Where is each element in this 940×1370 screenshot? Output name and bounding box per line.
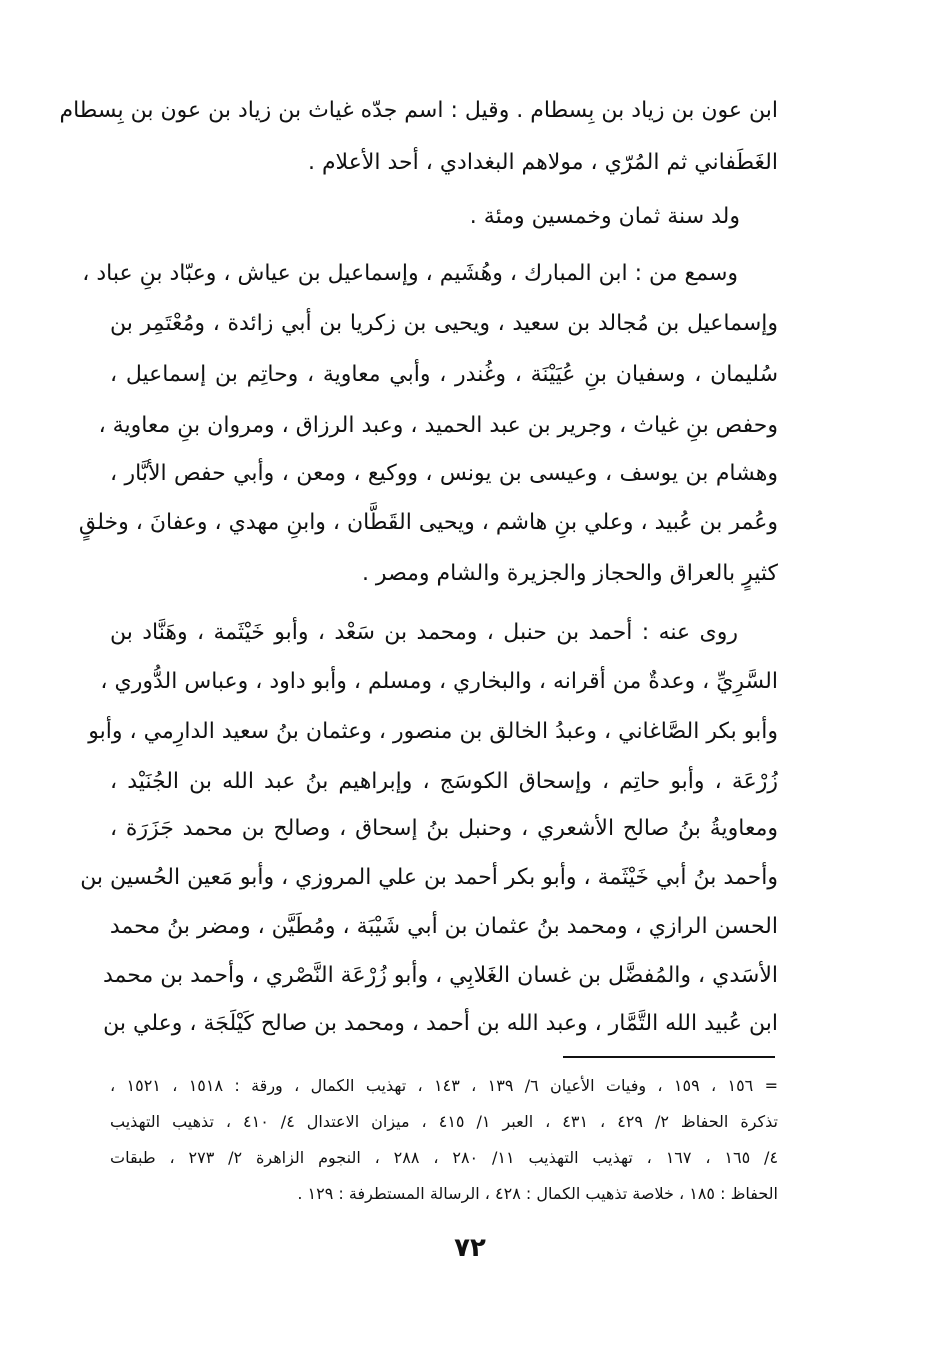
body-line: وإسماعيل بن مُجالد بن سعيد ، ويحيى بن زكريا بن أبي زائدة ، ومُعْتَمِر بن (110, 311, 778, 336)
body-line: وأحمد بنُ أبي خَيْثَمة ، وأبو بكر أحمد بن علي المروزي ، وأبو مَعين الحُسين بن (80, 865, 778, 890)
body-line: السَّرِيِّ ، وعدةٌ من أقرانه ، والبخاري ، ومسلم ، وأبو داود ، وعباس الدُّوري ، (100, 669, 778, 694)
body-line: كثيرٍ بالعراق والحجاز والجزيرة والشام ومصر . (361, 561, 778, 586)
body-line: ومعاويةُ بنُ صالح الأشعري ، وحنبل بنُ إسحاق ، وصالح بن محمد جَزَرَة ، (110, 816, 778, 841)
footnote-line: = ١٥٦ ، ١٥٩ ، وفيات الأعيان ٦/ ١٣٩ ، ١٤٣ ، تهذيب الكمال ، ورقة : ١٥١٨ ، ١٥٢١ ، (110, 1076, 778, 1095)
body-line: روى عنه : أحمد بن حنبل ، ومحمد بن سَعْد ، وأبو خَيْثَمة ، وهَنَّاد بن (110, 620, 738, 645)
body-line: الأسَدي ، والمُفضَّل بن غسان الغَلابِي ، وأبو زُرْعَة النَّصْري ، وأحمد بن محمد (103, 963, 778, 988)
body-line: وعُمر بن عُبيد ، وعلي بنِ هاشم ، ويحيى القَطَّان ، وابنِ مهدي ، وعفانَ ، وخلقٍ (78, 510, 778, 535)
body-line: ولد سنة ثمان وخمسين ومئة . (469, 204, 740, 229)
footnote-line: تذكرة الحفاظ ٢/ ٤٢٩ ، ٤٣١ ، العبر ١/ ٤١٥ ، ميزان الاعتدال ٤/ ٤١٠ ، تذهيب التهذيب (110, 1112, 779, 1131)
body-line: ابن عُبيد الله التَّمَّار ، وعبد الله بن أحمد ، ومحمد بن صالح كَيْلَجَة ، وعلي بن (103, 1011, 778, 1036)
body-line: ابن عون بن زياد بن بِسطام . وقيل : اسم جدّه غياث بن زياد بن عون بن بِسطام (59, 98, 778, 123)
body-line: وأبو بكر الصَّاغاني ، وعبدُ الخالق بن منصور ، وعثمان بنُ سعيد الدارِمي ، وأبو (88, 719, 778, 744)
body-line: زُرْعَة ، وأبو حاتِم ، وإسحاق الكوسَج ، وإبراهيم بنُ عبد الله بن الجُنَيْد ، (110, 769, 778, 794)
body-line: وحفص بنِ غياث ، وجرير بن عبد الحميد ، وعبد الرزاق ، ومروان بنِ معاوية ، (98, 413, 778, 438)
footnote-divider (563, 1056, 775, 1058)
body-line: وسمع من : ابن المبارك ، وهُشَيم ، وإسماعيل بن عياش ، وعبّاد بنِ عباد ، (82, 261, 738, 286)
page-number: ٧٢ (454, 1233, 486, 1263)
footnote-line: الحفاظ : ١٨٥ ، خلاصة تذهيب الكمال : ٤٢٨ ، الرسالة المستطرفة : ١٢٩ . (297, 1184, 778, 1203)
body-line: الحسن الرازي ، ومحمد بنُ عثمان بن أبي شَيْبَة ، ومُطَيَّن ، ومضر بنُ محمد (109, 914, 778, 939)
body-line: وهشام بن يوسف ، وعيسى بن يونس ، ووكيع ، ومعن ، وأبي حفص الأبَّار ، (110, 461, 778, 486)
body-line: سُليمان ، وسفيان بنِ عُيَيْنَة ، وغُندر ، وأبي معاوية ، وحاتِم بن إسماعيل ، (110, 362, 778, 387)
footnote-line: ٤/ ١٦٥ ، ١٦٧ ، تهذيب التهذيب ١١/ ٢٨٠ ، ٢٨٨ ، النجوم الزاهرة ٢/ ٢٧٣ ، طبقات (110, 1148, 779, 1167)
body-line: الغَطَفاني ثم المُرّي ، مولاهم البغدادي ، أحد الأعلام . (307, 150, 778, 175)
